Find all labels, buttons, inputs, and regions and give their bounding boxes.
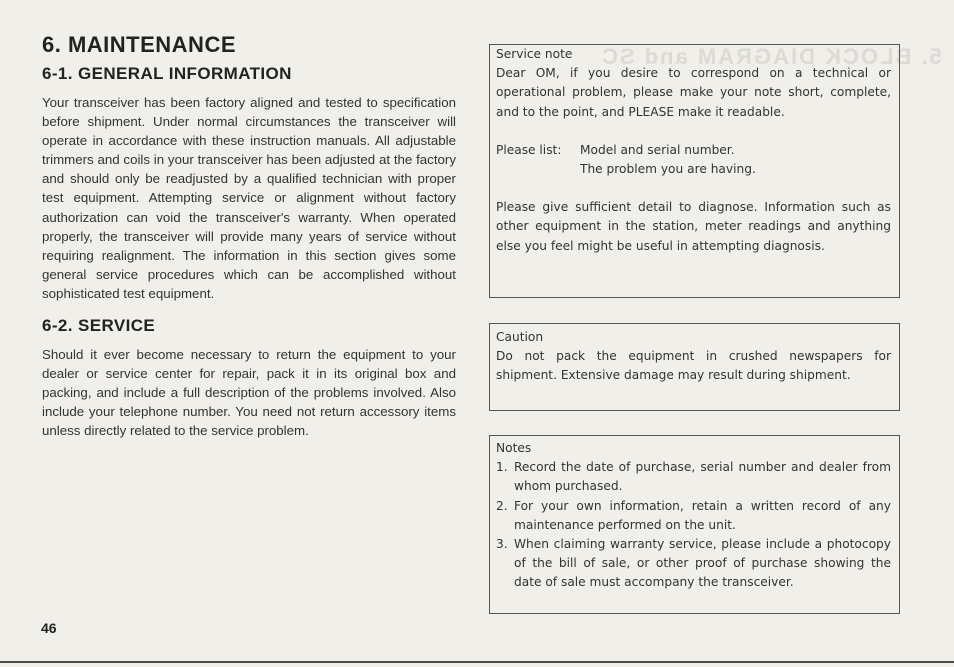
service-note-box — [489, 44, 900, 298]
show-through-text: 5. BLOCK DIAGRAM and SC — [600, 44, 942, 69]
general-information-heading: 6-1. GENERAL INFORMATION — [42, 64, 292, 83]
list-item — [496, 497, 891, 535]
service-note-list — [496, 141, 891, 160]
list-item-number: 2. — [496, 498, 508, 513]
list-item-number: 3. — [496, 537, 508, 552]
caution-box — [489, 323, 900, 411]
left-column — [42, 32, 456, 441]
caution-body: Do not pack the equipment in crushed newspapers for shipment. Extensive damage may result during shipment. — [496, 349, 891, 383]
service-note-list-item: Model and serial number. — [580, 142, 735, 157]
list-item — [496, 458, 891, 496]
service-body: Should it ever become necessary to return the equipment to your dealer or service center for repair, pack it in its original box and packing, and include a full description of the problems involved. Also include your telephone number. You need not return accessory items unless directly related to the service problem. — [42, 347, 456, 439]
caution-title: Caution — [496, 330, 544, 344]
service-note-list-label: Please list: — [496, 142, 562, 157]
notes-list — [496, 458, 891, 592]
list-item-text: When claiming warranty service, please include a photocopy of the bill of sale, or other proof of purchase showing the date of sale must accompany the transceiver. — [514, 537, 891, 590]
service-note-title: Service note — [496, 47, 573, 61]
list-item — [496, 535, 891, 593]
service-note-intro: Dear OM, if you desire to correspond on a technical or operational problem, please make your note short, complete, and to the point, and PLEASE make it readable. — [496, 66, 891, 119]
list-item-text: Record the date of purchase, serial number and dealer from whom purchased. — [514, 460, 891, 494]
service-note-list-item: The problem you are having. — [580, 162, 756, 177]
service-heading: 6-2. SERVICE — [42, 316, 156, 336]
section-title: 6. MAINTENANCE — [42, 32, 237, 57]
notes-title: Notes — [496, 441, 532, 455]
list-item-number: 1. — [496, 460, 508, 475]
notes-box — [489, 435, 900, 614]
list-item-text: For your own information, retain a written record of any maintenance performed on the unit. — [514, 498, 891, 532]
page-number: 46 — [41, 620, 57, 636]
service-note-detail: Please give sufficient detail to diagnose. Information such as other equipment in the station, meter readings and anything else you feel might be useful in attempting diagnosis. — [496, 200, 891, 253]
bottom-rule — [0, 661, 954, 663]
general-information-body: Your transceiver has been factory aligned and tested to specification before shipment. Under normal circumstances the transceiver will operate in accordance with these instruction manuals. All adjustable trimmers and coils in your transceiver has been adjusted at the factory and should only be readjusted by a qualified technician with proper test equipment. Attempting service or alignment without factory authorization can void the transceiver's warranty. When operated properly, the transceiver will provide many years of service without requiring realignment. The information in this section gives some general service procedures which can be accomplished without sophisticated test equipment. — [42, 95, 456, 301]
